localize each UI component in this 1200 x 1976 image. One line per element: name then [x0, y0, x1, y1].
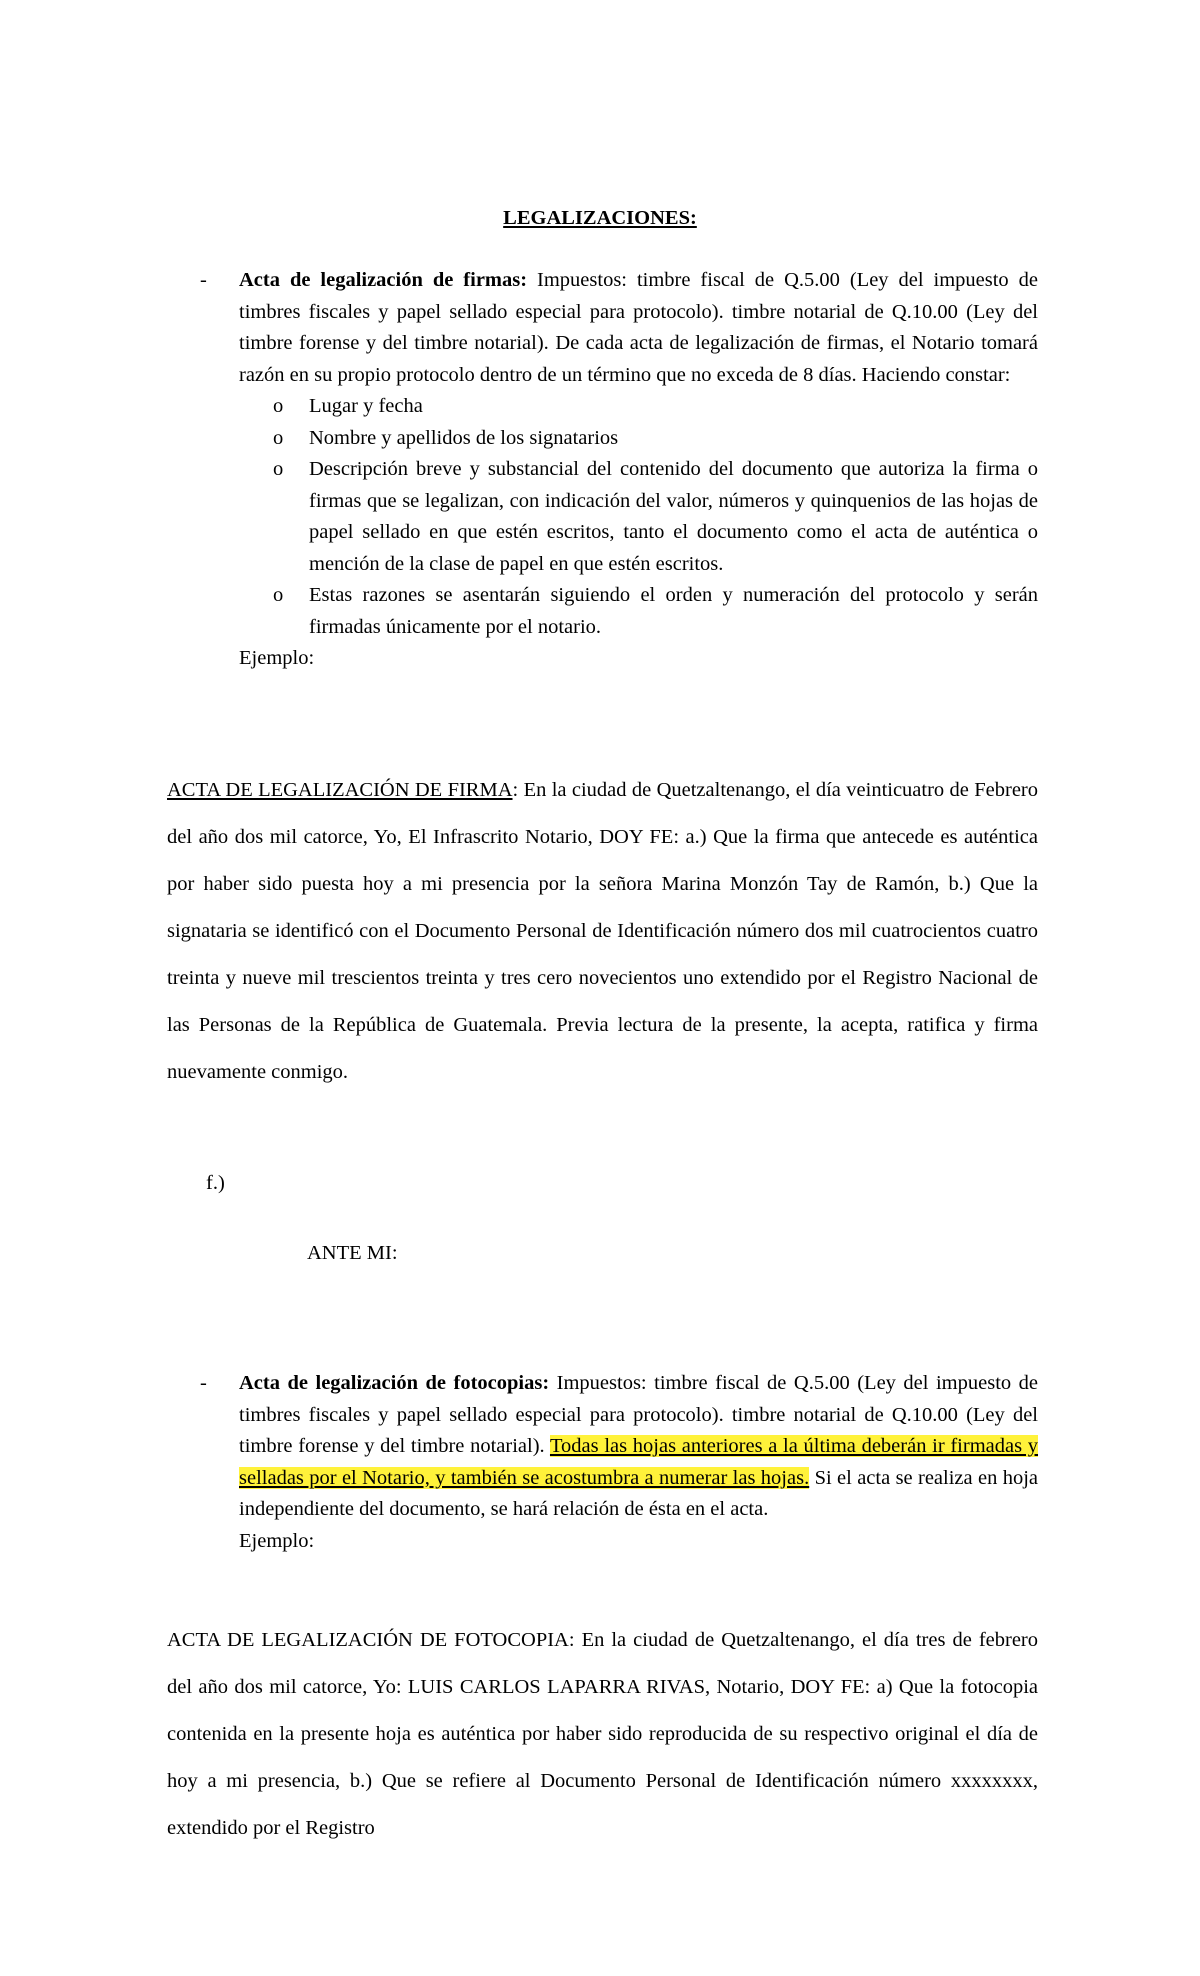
section-text: Impuestos: timbre fiscal de Q.5.00 (Ley del impuesto de timbres fiscales y papel sellado especial para protocolo). timbre notarial de Q.10.00 (Ley del timbre forense y del timbre notarial). De cada acta de legalización de firmas, el Notario tomará razón en su propio protocolo dentro de un término que no exceda de 8 días. Haciendo constar: — [239, 269, 1038, 386]
list-item-text: Descripción breve y substancial del contenido del documento que autoriza la firma o firmas que se legalizan, con indicación del valor, números y quinquenios de las hojas de papel sellado en que estén escritos, tanto el documento como el acta de auténtica o mención de la clase de papel en que estén escritos. — [309, 458, 1038, 575]
example-label: Ejemplo: — [239, 1529, 315, 1552]
list-item — [239, 454, 1038, 580]
example-body: En la ciudad de Quetzaltenango, el día veinticuatro de Febrero del año dos mil catorce, Yo, El Infrascrito Notario, DOY FE: a.) Que la firma que antecede es auténtica por haber sido puesta hoy a mi presencia por la señora Marina Monzón Tay de Ramón, b.) Que la signataria se identificó con el Documento Personal de Identificación número dos mil cuatrocientos cuatro treinta y nueve mil trescientos treinta y tres cero novecientos uno extendido por el Registro Nacional de las Personas de la República de Guatemala. Previa lectura de la presente, la acepta, ratifica y firma nuevamente conmigo. — [167, 779, 1038, 1083]
page-title: LEGALIZACIONES: — [503, 207, 697, 229]
example-heading-colon: : — [512, 779, 519, 801]
ante-mi-label: ANTE MI: — [307, 1242, 398, 1264]
list-item-text: Estas razones se asentarán siguiendo el orden y numeración del protocolo y serán firmadas únicamente por el notario. — [309, 584, 1038, 638]
bullet-dash: - — [200, 269, 207, 291]
section-body — [239, 1368, 1038, 1557]
requirements-list — [239, 391, 1038, 643]
list-item — [239, 391, 1038, 423]
section-text: Impuestos: timbre fiscal de Q.5.00 (Ley del impuesto de timbres fiscales y papel sellado especial para protocolo). timbre notarial de Q.10.00 (Ley del timbre forense y del timbre notarial). — [239, 1372, 1039, 1457]
section-label: Acta de legalización de firmas: — [239, 269, 528, 291]
highlighted-text: Todas las hojas anteriores a la última deberán ir firmadas y selladas por el Notario, y también se acostumbra a numerar las hojas. — [239, 1435, 1039, 1489]
section-intro — [239, 265, 1038, 391]
section-intro — [239, 1368, 1038, 1526]
section-body — [239, 265, 1038, 675]
bullet-dash: - — [200, 1372, 207, 1394]
list-item-text: Nombre y apellidos de los signatarios — [309, 426, 619, 449]
list-marker: o — [273, 395, 284, 417]
section-text-after: Si el acta se realiza en hoja independiente del documento, se hará relación de ésta en el acta. — [239, 1466, 1038, 1520]
list-item — [239, 580, 1038, 643]
list-item-text: Lugar y fecha — [309, 395, 423, 417]
example-acta-firma — [167, 767, 1038, 1096]
list-marker: o — [273, 426, 284, 449]
example-label: Ejemplo: — [239, 647, 315, 669]
section-label: Acta de legalización de fotocopias: — [239, 1372, 550, 1394]
example-heading: ACTA DE LEGALIZACIÓN DE FIRMA — [167, 779, 513, 801]
list-marker: o — [273, 458, 284, 480]
example-acta-fotocopia: ACTA DE LEGALIZACIÓN DE FOTOCOPIA: En la ciudad de Quetzaltenango, el día tres de febrero del año dos mil catorce, Yo: LUIS CARLOS LAPARRA RIVAS, Notario, DOY FE: a) Que la fotocopia contenida en la presente hoja es auténtica por haber sido reproducida de su respectivo original el día de hoy a mi presencia, b.) Que se refiere al Documento Personal de Identificación número xxxxxxxx, extendido por el Registro — [167, 1629, 1038, 1839]
signature-line: f.) — [206, 1172, 225, 1194]
list-marker: o — [273, 584, 284, 606]
list-item — [239, 423, 1038, 455]
